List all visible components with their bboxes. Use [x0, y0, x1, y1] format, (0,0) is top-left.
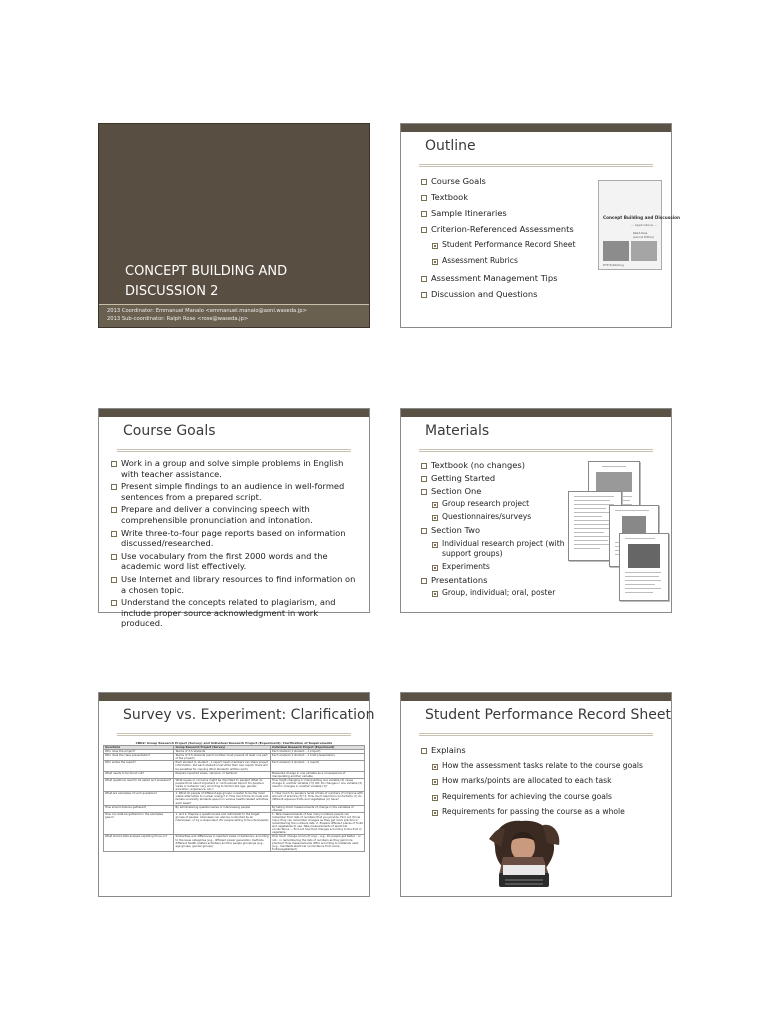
- materials-list: [421, 460, 569, 599]
- table-cell: By taking direct measurements of change in the variables of interest: [271, 805, 365, 812]
- list-item: Use Internet and library resources to find information on a chosen topic.: [111, 574, 361, 595]
- table-row: [104, 792, 365, 805]
- sub-bullet-icon: [432, 259, 438, 265]
- table-row: [104, 778, 365, 791]
- table-cell: Each student (1 student – 1 brief presentation): [271, 754, 365, 761]
- bullet-icon: [421, 276, 427, 282]
- heading-rule: [419, 735, 653, 736]
- list-subitem: Questionnaires/surveys: [421, 512, 569, 523]
- list-item: Section Two: [421, 525, 569, 536]
- list-item: Criterion-Referenced Assessments: [421, 224, 597, 235]
- bullet-icon: [421, 476, 427, 482]
- sub-bullet-icon: [432, 779, 438, 785]
- table-cell: By administering questionnaires or interviewing people: [174, 805, 271, 812]
- table-cell: What should data analysis reporting focus on?: [104, 835, 174, 851]
- list-subitem: Group research project: [421, 499, 569, 510]
- table-cell: Each student (1 student – 1 project): [271, 750, 365, 754]
- sub-bullet-icon: [432, 795, 438, 801]
- slide-top-bar: [99, 409, 369, 417]
- bullet-icon: [421, 211, 427, 217]
- table-header-cell: Group Research Project (Survey): [174, 746, 271, 750]
- heading-rule: [117, 733, 351, 734]
- book-subtitle: — Applications —: [630, 223, 657, 227]
- table-cell: What are examples of such questions?: [104, 792, 174, 805]
- outline-list: [421, 176, 597, 299]
- list-subitem: Individual research project (with support groups): [421, 539, 569, 560]
- list-item: Textbook (no changes): [421, 460, 569, 471]
- bullet-icon: [421, 195, 427, 201]
- list-item: Write three-to-four page reports based on information discussed/researched.: [111, 528, 361, 549]
- book-photo: [603, 241, 629, 261]
- list-subitem: Requirements for achieving the course goals: [421, 792, 667, 803]
- bullet-icon: [421, 227, 427, 233]
- bullet-icon: [111, 484, 117, 490]
- table-cell: 1. What do people of different age groups consider to be the most viable alternative to nuclear energy? 2. How much time do male and female university students spend on various health-related activities each week?: [174, 792, 271, 805]
- bullet-icon: [111, 461, 117, 467]
- bullet-icon: [421, 463, 427, 469]
- bullet-icon: [111, 531, 117, 537]
- table-row: [104, 835, 365, 851]
- list-item: Sample Itineraries: [421, 208, 597, 219]
- table-cell: 1. and 2. Prepare a questionnaire and administer to the target groups of people; interviews can also be conducted by an interviewer, or by a respondent (for people willing to be interviewed): [174, 812, 271, 835]
- table-cell: How much change occurs (if any) – e.g., Do people get better – or not – in remembering the lists of numbers as they get more practice? How measurements differ according to materials used (e.g., manifests electrical conductance from some fruits/vegetables?): [271, 835, 365, 851]
- list-subitem: How the assessment tasks relate to the course goals: [421, 761, 667, 772]
- list-item: Explains: [421, 745, 667, 756]
- slide-top-bar: [401, 409, 671, 417]
- slide-heading: Survey vs. Experiment: Clarification: [123, 707, 375, 723]
- goals-list: [111, 458, 361, 629]
- page-thumbnail: [619, 533, 669, 601]
- list-item: Textbook: [421, 192, 597, 203]
- slide-top-bar: [401, 124, 671, 132]
- sub-bullet-icon: [432, 565, 438, 571]
- list-subitem: Group, individual; oral, poster: [421, 588, 569, 599]
- table-cell: Similarities and differences in reported views or behaviors, according to the issue categories (e.g., different power generation methods, different health-related activities) and the people groupings (e.g., age groups, gender groups): [174, 835, 271, 851]
- list-subitem: Assessment Rubrics: [421, 256, 597, 267]
- book-publisher: DTP Publishing: [603, 263, 624, 267]
- table-cell: People's reported views, opinions, or behavior: [174, 771, 271, 778]
- table-cell: Teams of 3-5 students (each member must present at least one part of the project): [174, 754, 271, 761]
- slide-heading: Course Goals: [123, 423, 216, 439]
- list-item: Section One: [421, 486, 569, 497]
- table-row: [104, 761, 365, 771]
- heading-rule: [117, 735, 351, 736]
- bullet-icon: [421, 748, 427, 754]
- bullet-icon: [111, 577, 117, 583]
- heading-rule: [419, 733, 653, 734]
- slide-outline: [400, 123, 681, 328]
- heading-rule: [117, 451, 351, 452]
- table-cell: What needs to be found out?: [104, 771, 174, 778]
- sub-bullet-icon: [432, 542, 438, 548]
- slide-course-goals: [98, 408, 370, 629]
- coordinator-line: 2013 Coordinator: Emmanuel Manalo <emmanuel.manalo@aoni.waseda.jp>: [107, 308, 307, 314]
- bullet-icon: [421, 528, 427, 534]
- textbook-cover-image: [598, 180, 681, 270]
- table-cell: What issues or concerns might be important to people? What do people think about important or controversial topics? Do people's views or behavior vary according to factors like age, gender, education, experience, etc.?: [174, 778, 271, 791]
- table-cell: Measured change in one variable as a consequence of manipulating another variable: [271, 771, 365, 778]
- sub-bullet-icon: [432, 810, 438, 816]
- sub-bullet-icon: [432, 515, 438, 521]
- slide-title-footer-band: [99, 304, 369, 327]
- list-item: Discussion and Questions: [421, 289, 597, 300]
- slide-top-bar: [401, 693, 671, 701]
- table-cell: Who does the class presentation?: [104, 754, 174, 761]
- sub-bullet-icon: [432, 591, 438, 597]
- table-cell: 1. How much do people's recall of lists of numbers (Y) improve with amount of practice (X)? 2. How much electrical conductivity (Y) do different aqueous fruits and vegetables (X) have?: [271, 792, 365, 805]
- table-cell: How might changing or manipulating one variable (X) cause change in another variable (Y)? OR: Do changes in one variable (X) result in changes in another variable (Y)?: [271, 778, 365, 791]
- list-subitem: Experiments: [421, 562, 569, 573]
- table-header-cell: Questions: [104, 746, 174, 750]
- bullet-icon: [421, 179, 427, 185]
- table-cell: What questions need to be asked and answered?: [104, 778, 174, 791]
- table-cell: Each student (1 student – 1 report): [271, 761, 365, 771]
- heading-rule: [419, 451, 653, 452]
- heading-rule: [419, 164, 653, 165]
- slide-materials: [400, 408, 672, 613]
- table-cell: Each student (1 student – 1 report; team members can share project information, but each student must write their own report; there will be penalties for copying other students' written work): [174, 761, 271, 771]
- list-item: Present simple findings to an audience in well-formed sentences from a prepared script.: [111, 481, 361, 502]
- list-item: Getting Started: [421, 473, 569, 484]
- bullet-icon: [111, 600, 117, 606]
- table-cell: Who writes the report?: [104, 761, 174, 771]
- record-sheet-list: [421, 745, 667, 818]
- table-cell: How should data be gathered?: [104, 805, 174, 812]
- table-header-cell: Individual Research Project (Experiment): [271, 746, 365, 750]
- list-subitem: How marks/points are allocated to each task: [421, 776, 667, 787]
- table-cell: Teams of 3-5 students: [174, 750, 271, 754]
- subcoordinator-line: 2013 Sub-coordinator: Ralph Rose <rose@waseda.jp>: [107, 316, 249, 322]
- list-item: Understand the concepts related to plagiarism, and include proper source acknowledgment in work produced.: [111, 597, 361, 629]
- bullet-icon: [421, 489, 427, 495]
- book-photo: [631, 241, 657, 261]
- list-item: Prepare and deliver a convincing speech with comprehensible pronunciation and intonation.: [111, 504, 361, 525]
- slide-performance-record-sheet: [400, 692, 672, 897]
- bullet-icon: [111, 507, 117, 513]
- list-item: Course Goals: [421, 176, 597, 187]
- sub-bullet-icon: [432, 764, 438, 770]
- table-cell: Who does the project?: [104, 750, 174, 754]
- heading-rule: [117, 449, 351, 450]
- table-row: [104, 812, 365, 835]
- clarification-table: [103, 745, 365, 852]
- bullet-icon: [111, 554, 117, 560]
- book-title: Concept Building and Discussion: [603, 215, 681, 220]
- table-title: CBD2: Group Research Project (Survey) and Individual Research Project (Experiment): Clarification of Requirements: [135, 741, 333, 745]
- heading-rule: [419, 166, 653, 167]
- list-item: Use vocabulary from the first 2000 words and the academic word list effectively.: [111, 551, 361, 572]
- sub-bullet-icon: [432, 243, 438, 249]
- sub-bullet-icon: [432, 502, 438, 508]
- table-cell: How can data be gathered in the examples given?: [104, 812, 174, 835]
- book-author: Ralph Rose: [633, 232, 648, 235]
- book-edition: (second Edition): [633, 236, 655, 239]
- table-cell: 1. Take measurements of how many numbers people can remember from lists of numbers that you provide. Find out if how many they can remember changes as they get more practice in remembering the numbers lists. 2. Prepare different pieces of fruits and vegetables to use. Take measurements of electrical conductance — find out how that changes according to the fruit or vegetable.: [272, 811, 363, 835]
- slide-survey-vs-experiment: [98, 692, 375, 897]
- slide-top-bar: [99, 693, 369, 701]
- list-item: Assessment Management Tips: [421, 273, 597, 284]
- slide-heading: Student Performance Record Sheet: [425, 707, 672, 723]
- slide-heading: Materials: [425, 423, 490, 439]
- bullet-icon: [421, 292, 427, 298]
- slide-heading: Outline: [425, 138, 476, 154]
- stressed-student-photo: [485, 817, 563, 893]
- list-item: Presentations: [421, 575, 569, 586]
- list-item: Work in a group and solve simple problems in English with teacher assistance.: [111, 458, 361, 479]
- slide-title: [98, 123, 370, 328]
- list-subitem: Requirements for passing the course as a whole: [421, 807, 667, 818]
- heading-rule: [419, 449, 653, 450]
- list-subitem: Student Performance Record Sheet: [421, 240, 597, 251]
- slide-title-heading: CONCEPT BUILDING AND DISCUSSION 2: [125, 264, 288, 299]
- bullet-icon: [421, 578, 427, 584]
